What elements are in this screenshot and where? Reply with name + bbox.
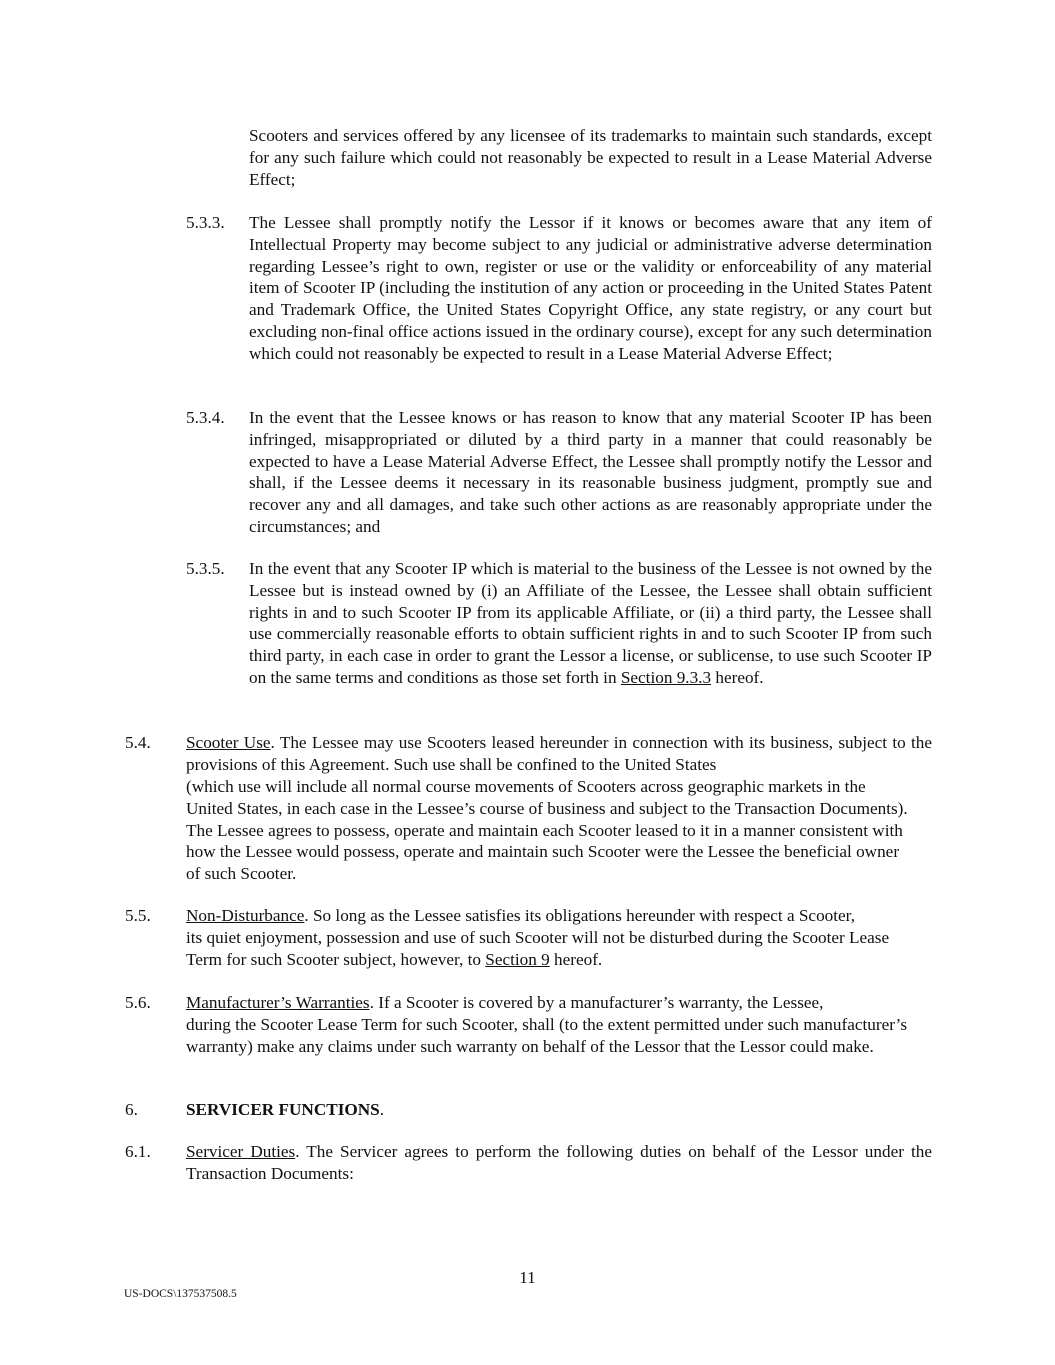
section-text-first-part: . The Lessee may use Scooters leased hereunder in connection with its business, subject to the provisions of this Agreement. Such use shall be confined to the United States — [186, 733, 932, 774]
section-number: 5.3.5. — [186, 559, 225, 578]
section-number: 6. — [125, 1100, 138, 1119]
section-text-before: In the event that any Scooter IP which is material to the business of the Lessee is not owned by the Lessee but is instead owned by (i) an Affiliate of the Lessee, the Lessee shall obtain sufficient rights in and to such Scooter IP from its applicable Affiliate, or (ii) a third party, the Lessee shall use commercially reasonable efforts to obtain sufficient rights in and to such Scooter IP from such third party, in each case in order to grant the Lessor a license, or sublicense, to use such Scooter IP on the same terms and conditions as those set forth in — [249, 559, 932, 687]
section-number: 5.5. — [125, 906, 151, 925]
section-text: The Lessee shall promptly notify the Lessor if it knows or becomes aware that any item of Intellectual Property may become subject to any judicial or administrative adverse determination regarding Lessee’s right to own, register or use or the validity or enforceability of any material item of Scooter IP (including the institution of any action or proceeding in the United States Patent and Trademark Office, the United States Copyright Office, any state registry, or any court but excluding non-final office actions issued in the ordinary course), except for any such determination which could not reasonably be expected to result in a Lease Material Adverse Effect; — [249, 213, 932, 363]
section-9-reference: Section 9 — [485, 949, 550, 969]
section-heading: Servicer Duties — [186, 1142, 296, 1161]
section-number: 5.6. — [125, 993, 151, 1012]
section-number: 5.4. — [125, 733, 151, 752]
section-text-first-part: . If a Scooter is covered by a manufacturer’s warranty, the Lessee, — [369, 993, 824, 1012]
section-text-first — [186, 905, 932, 927]
section-text — [249, 558, 932, 689]
section-heading: Manufacturer’s Warranties — [186, 993, 370, 1012]
continuation-text: Scooters and services offered by any licensee of its trademarks to maintain such standards, except for any such failure which could not reasonably be expected to result in a Lease Material Adverse Effect; — [249, 126, 932, 189]
section-number: 5.3.4. — [186, 408, 225, 427]
section-9-3-3-reference: Section 9.3.3 — [620, 667, 712, 687]
section-text-first-part: . So long as the Lessee satisfies its obligations hereunder with respect a Scooter, — [304, 906, 855, 925]
section-text-rest: (which use will include all normal course movements of Scooters across geographic markets in the United States, in each case in the Lessee’s course of business and subject to the Transaction Documents). The Lessee agrees to possess, operate and maintain each Scooter leased to it in a manner consistent with how the Lessee would possess, operate and maintain such Scooter were the Lessee the beneficial owner of such Scooter. — [186, 777, 908, 884]
section-text — [186, 1141, 932, 1185]
section-text: In the event that the Lessee knows or has reason to know that any material Scooter IP has been infringed, misappropriated or diluted by a third party in a manner that could reasonably be expected to have a Lease Material Adverse Effect, the Lessee shall promptly notify the Lessor and shall, if the Lessee deems it necessary in its reasonable business judgment, promptly sue and recover any and all damages, and take such other actions as are reasonably appropriate under the circumstances; and — [249, 408, 932, 536]
section-number: 5.3.3. — [186, 213, 225, 232]
section-text-after: hereof. — [711, 667, 764, 687]
section-number: 6.1. — [125, 1142, 151, 1161]
section-text-rest-after: hereof. — [549, 949, 603, 969]
section-heading: Non-Disturbance — [186, 906, 305, 925]
section-text-rest — [186, 927, 921, 971]
section-text-rest-before: its quiet enjoyment, possession and use of such Scooter will not be disturbed during the Scooter Lease Term for such Scooter subject, however, to — [186, 928, 890, 969]
section-text-body: . The Servicer agrees to perform the following duties on behalf of the Lessor under the Transaction Documents: — [186, 1142, 932, 1183]
section-heading: Scooter Use — [186, 733, 271, 752]
section-text-rest: during the Scooter Lease Term for such Scooter, shall (to the extent permitted under such manufacturer’s warranty) make any claims under such warranty on behalf of the Lessor that the Lessor could make. — [186, 1015, 908, 1056]
section-heading-line — [186, 1099, 932, 1121]
section-heading-punct: . — [379, 1100, 385, 1119]
section-heading: SERVICER FUNCTIONS — [186, 1100, 380, 1119]
page-number: 11 — [519, 1268, 536, 1287]
section-text-first — [186, 732, 932, 776]
section-text-first — [186, 992, 932, 1014]
document-id: US-DOCS\137537508.5 — [124, 1288, 237, 1300]
